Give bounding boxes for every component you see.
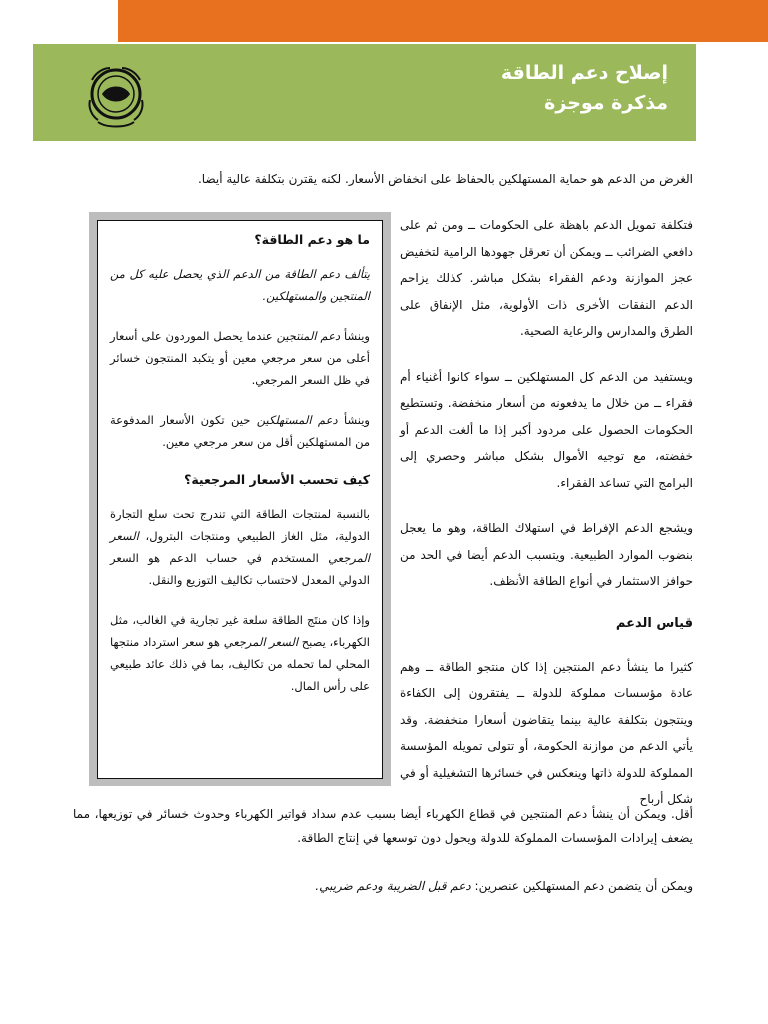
main-paragraph-1: فتكلفة تمويل الدعم باهظة على الحكومات ــ ومن ثم على دافعي الضرائب ــ ويمكن أن تعرقل جهودها الرامية لتخفيض عجز الموازنة ودعم الفقراء بشكل مباشر. كذلك يزاحم الدعم النفقات الأخرى ذات الأولوية، مثل الإنفاق على الطرق والمدارس والرعاية الصحية. — [400, 218, 693, 338]
main-paragraph-2: ويستفيد من الدعم كل المستهلكين ــ سواء كانوا أغنياء أم فقراء ــ من خلال ما يدفعونه من أسعار منخفضة. وتستطيع الحكومات الحصول على مردود أكبر إذا ما ألغت الدعم أو خفضته، مع توجيه الأموال بشكل مباشر وحصري إلى البرامج التي تساعد الفقراء. — [400, 369, 693, 490]
sidebar-paragraph-3 — [110, 409, 370, 453]
sidebar-paragraph-4 — [110, 503, 370, 591]
s2-prefix: وينشأ — [340, 329, 370, 343]
s3-prefix: وينشأ — [337, 413, 370, 427]
s3-suffix: حين تكون الأسعار المدفوعة من المستهلكين أقل من سعر مرجعي معين. — [110, 413, 370, 449]
s4-term: السعر المرجعي — [110, 529, 370, 565]
last-paragraph — [73, 874, 693, 898]
s4-suffix: المستخدم في حساب الدعم هو السعر الدولي المعدل لاحتساب تكاليف التوزيع والنقل. — [110, 551, 370, 587]
sidebar-box — [97, 220, 383, 779]
section-heading-measuring: قياس الدعم — [615, 615, 693, 631]
page-title: إصلاح دعم الطاقة — [500, 62, 668, 84]
page-subtitle: مذكرة موجزة — [544, 92, 668, 114]
last-prefix: ويمكن أن يتضمن دعم المستهلكين عنصرين: — [470, 879, 693, 893]
header-titles — [501, 58, 668, 118]
s2-term: دعم المنتجين — [276, 329, 341, 343]
main-column — [400, 212, 693, 832]
sidebar-paragraph-1-text: يتألف دعم الطاقة من الدعم الذي يحصل عليه كل من المنتجين والمستهلكين. — [110, 267, 370, 303]
main-paragraph-3: ويشجع الدعم الإفراط في استهلاك الطاقة، وهو ما يعجل بنضوب الموارد الطبيعية. ويتسبب الدعم أيضا في الحد من حوافز الاستثمار في أنواع الطاقة الأنظف. — [400, 521, 693, 588]
s5-suffix: هو سعر استرداد منتجها المحلي لما تحمله من تكاليف، بما في ذلك عائد طبيعي على رأس المال. — [110, 635, 370, 693]
s4-prefix: بالنسبة لمنتجات الطاقة التي تندرج تحت سلع التجارة الدولية، مثل الغاز الطبيعي ومنتجات البترول، — [110, 507, 370, 543]
main-paragraph-4: كثيرا ما ينشأ دعم المنتجين إذا كان منتجو الطاقة ــ وهم عادة مؤسسات مملوكة للدولة ــ يفتقرون إلى الكفاءة وينتجون بتكلفة عالية بينما يتقاضون أسعارا منخفضة. وقد يأتي الدعم من موازنة الحكومة، أو تتولى تمويله المؤسسة المملوكة للدولة ذاتها وينعكس في خسائرها التشغيلية أو في شكل أرباح — [400, 659, 693, 806]
sidebar-paragraph-5 — [110, 609, 370, 697]
sidebar-paragraph-1 — [110, 263, 370, 307]
s5-term: السعر المرجعي — [223, 635, 299, 649]
sidebar-heading-what: ما هو دعم الطاقة؟ — [254, 232, 370, 247]
intro-text: الغرض من الدعم هو حماية المستهلكين بالحفاظ على انخفاض الأسعار. لكنه يقترن بتكلفة عالية أيضا. — [197, 172, 693, 186]
sidebar-heading-how: كيف تحسب الأسعار المرجعية؟ — [184, 472, 370, 487]
s2-suffix: عندما يحصل الموردون على أسعار أعلى من سعر مرجعي معين أو يتكبد المنتجون خسائر في ظل السعر المرجعي. — [110, 329, 370, 387]
s3-term: دعم المستهلكين — [256, 413, 338, 427]
imf-seal-icon — [70, 50, 162, 134]
header-orange-bar — [118, 0, 768, 42]
sidebar-paragraph-2 — [110, 325, 370, 391]
imf-logo — [70, 50, 162, 134]
s5-prefix: وإذا كان منتَج الطاقة سلعة غير تجارية في الغالب، مثل الكهرباء، يصبح — [110, 613, 370, 649]
continuation-paragraph: أقل. ويمكن أن ينشأ دعم المنتجين في قطاع الكهرباء أيضا بسبب عدم سداد فواتير الكهرباء وحدوث خسائر في توزيعها، مما يضعف إيرادات المؤسسات المملوكة للدولة ويحول دون توسعها في إنتاج الطاقة. — [73, 807, 693, 845]
last-term: دعم قبل الضريبة ودعم ضريبي. — [315, 879, 471, 893]
